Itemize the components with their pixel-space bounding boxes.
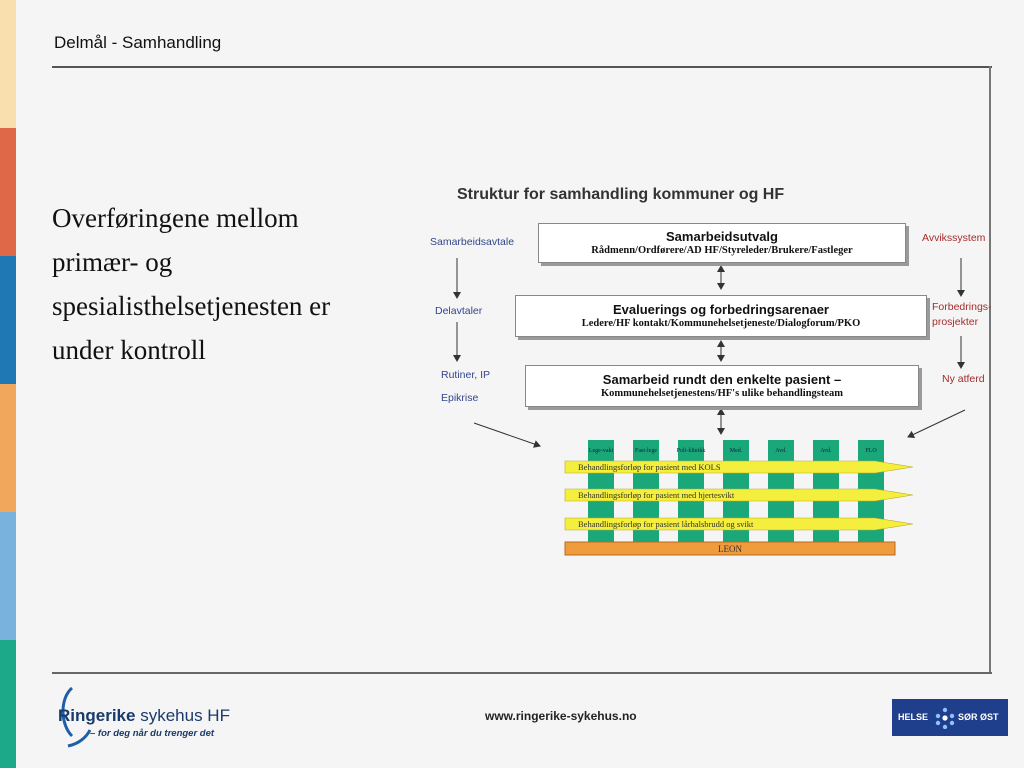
column-label: Avd. (820, 448, 832, 454)
slide-title: Delmål - Samhandling (54, 33, 222, 52)
strip-segment (0, 256, 16, 384)
pathway-label: Behandlingsforløp for pasient lårhalsbrudd og svikt (578, 519, 754, 529)
left-label: Rutiner, IP (441, 369, 491, 381)
box-subtitle: Rådmenn/Ordførere/AD HF/Styreleder/Brukere/Fastleger (591, 245, 853, 256)
helse-sor-ost-logo (892, 699, 1008, 736)
box-title: Samarbeid rundt den enkelte pasient – (602, 372, 842, 387)
column-label: Med. (729, 448, 743, 454)
column-label: PLO (865, 448, 877, 454)
logo-name-rest: sykehus HF (135, 706, 230, 725)
column-label: Lege-vakt (588, 448, 614, 454)
column-label: Fast-lege (635, 448, 657, 454)
diagram-title: Struktur for samhandling kommuner og HF (457, 186, 785, 203)
diagram-box-samarbeid (525, 365, 919, 407)
left-label: Samarbeidsavtale (430, 236, 515, 248)
strip-segment (0, 640, 16, 768)
frame-divider-bottom (52, 672, 992, 674)
diagonal-arrow-left (474, 423, 540, 446)
box-subtitle: Ledere/HF kontakt/Kommunehelsetjeneste/Dialogforum/PKO (581, 318, 861, 329)
logo-name-bold: Ringerike (58, 706, 136, 725)
partner-right-text: SØR ØST (958, 712, 999, 722)
partner-left-text: HELSE (898, 712, 929, 722)
pathway-label: Behandlingsforløp for pasient med hjertesvikt (578, 490, 735, 500)
right-label: prosjekter (932, 316, 979, 328)
ringerike-logo (52, 684, 252, 754)
dots-icon (934, 707, 956, 729)
color-strip (0, 0, 16, 768)
strip-segment (0, 0, 16, 128)
right-label: Avvikssystem (922, 232, 986, 244)
strip-segment (0, 128, 16, 256)
pathway-label: Behandlingsforløp for pasient med KOLS (578, 462, 721, 472)
box-title: Evaluerings og forbedringsarenaer (612, 302, 829, 317)
box-title: Samarbeidsutvalg (666, 229, 778, 244)
box-subtitle: Kommunehelsetjenestens/HF's ulike behandlingsteam (600, 388, 844, 399)
footer-url[interactable]: www.ringerike-sykehus.no (485, 709, 637, 723)
frame-divider-top (52, 66, 992, 68)
left-label: Epikrise (441, 392, 479, 404)
diagonal-arrow-right (908, 410, 965, 437)
strip-segment (0, 384, 16, 512)
body-line: spesialisthelsetjenesten er (52, 291, 331, 321)
diagram-box-samarbeidsutvalg (538, 223, 906, 263)
body-line: Overføringene mellom (52, 203, 299, 233)
logo-tagline: – for deg når du trenger det (90, 728, 215, 739)
body-line: under kontroll (52, 335, 206, 365)
strip-segment (0, 512, 16, 640)
right-label: Ny atferd (942, 373, 985, 385)
logo-name (58, 706, 230, 726)
left-label: Delavtaler (435, 305, 483, 317)
column-label: Poli-klinikk (676, 448, 706, 454)
column-label: Avd. (775, 448, 787, 454)
body-text (52, 196, 412, 372)
right-label: Forbedrings- (932, 301, 992, 313)
body-line: primær- og (52, 247, 173, 277)
base-bar-label: LEON (718, 544, 742, 554)
diagram-box-evaluering (515, 295, 927, 337)
structure-diagram (420, 178, 1020, 568)
